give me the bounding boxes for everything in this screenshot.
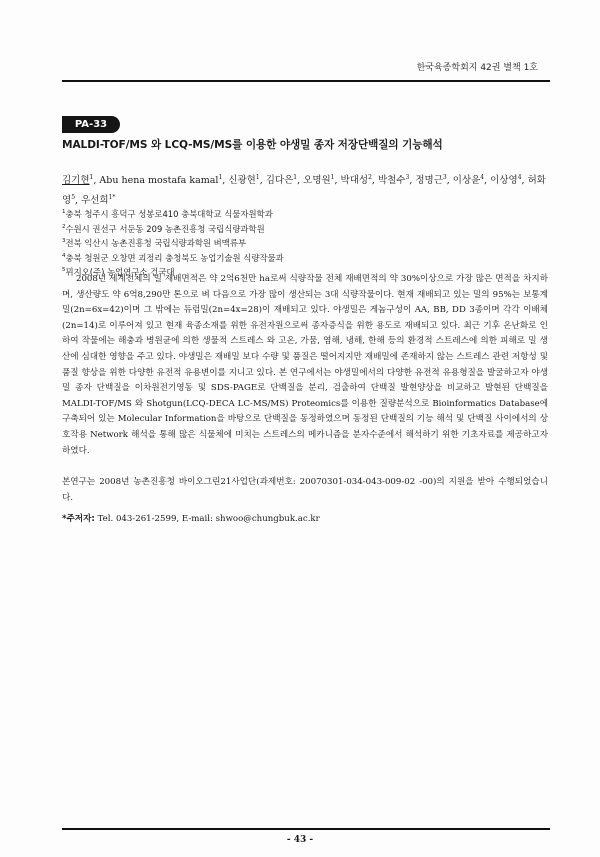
- author-affiliation-mark: 1: [255, 174, 260, 181]
- author-affiliation-mark: 5: [71, 194, 76, 202]
- author-name: 허화영: [62, 175, 546, 207]
- author-affiliation-mark: 1*: [108, 194, 116, 202]
- header-rule: [62, 80, 550, 82]
- author: [453, 175, 484, 186]
- abstract-text: 2008년 세계전체의 밀 재배면적은 약 2억6천만 ha로써 식량작물 전체 재배면적의 약 30%이상으로 가장 많은 면적을 차지하며, 생산량도 약 6억8,290만 톤으로 벼 다음으로 가장 많이 생산되는 3대 식량작물이다. 현재 재배되고 있는 밀의 95%는 보통계밀(2n=6x=42)이며 그 밖에는 듀럼밀(2n=4x=28)이 재배되고 있다. 야생밀은 게놈구성이 AA, BB, DD 3종이며 각각 이배체(2n=14)로 이루어져 있고 현재 육종소재를 위한 유전자원으로써 종자증식을 위한 용도로 재배되고 있다. 최근 기후 온난화로 인하여 작물에는 해충과 병원균에 의한 생물적 스트레스 와 고온, 가뭄, 염해, 냉해, 한해 등의 환경적 스트레스에 의한 피해로 밀 생산에 심대한 영향을 주고 있다. 야생밀은 재배밀 보다 수량 및 품질은 떨어지지만 재배밀에 존재하지 않는 스트레스 관련 저항성 및 품질 향상을 위한 다양한 유전적 유용변이를 지니고 있다. 본 연구에서는 야생밀에서의 다양한 유전적 유용형질을 발굴하고자 야생밀 종자 단백질을 이차원전기영동 및 SDS-PAGE로 단백질을 분리, 검출하여 단백질 발현양상을 비교하고 발현된 단백질을 MALDI-TOF/MS 와 Shotgun(LCQ-DECA LC-MS/MS) Proteomics를 이용한 질량분석으로 Bioinformatics Database에 구축되어 있는 Molecular Information을 바탕으로 단백질을 동정하였으며 동정된 단백질의 기능 해석 및 단백질 사이에서의 상호작용 Network 해석을 통해 많은 식물체에 미치는 스트레스의 메카니즘을 분자수준에서 해석하기 위한 기초자료를 제공하고자 하였다.: [62, 274, 548, 456]
- author: [490, 175, 521, 186]
- affiliation-number: 2: [62, 223, 66, 230]
- author-name: 박대성: [340, 175, 369, 187]
- affiliation-item: [62, 250, 548, 265]
- author-name: 박철수: [377, 175, 406, 187]
- author-affiliation-mark: 1: [330, 174, 335, 181]
- author: [228, 175, 259, 186]
- affiliation-text: 수원시 권선구 서둔동 209 농촌진흥청 국립식량과학원: [65, 223, 265, 234]
- affiliation-list: [62, 206, 548, 279]
- contact-email: E-mail: shwoo@chungbuk.ac.kr: [181, 514, 320, 524]
- author-name: 오명원: [303, 175, 331, 187]
- author-name: 김다은: [265, 175, 294, 187]
- author-affiliation-mark: 1: [89, 174, 94, 181]
- author-list: 김기현$^1$, Abu hena mostafa kamal$^1$, 신광현$^1$, 김다은$^1$, 오명원$^1$, 박대성$^2$, 박철수$^3$, 정명근$^3$, 이상윤$^4$, 이상영$^4$, 허화영$^5$, 우선희$^{1*}$: [62, 174, 546, 207]
- affiliation-number: 1: [62, 209, 66, 215]
- author-name: 우선희: [81, 195, 109, 207]
- author-name: 정명근: [415, 175, 443, 187]
- affiliation-text: 전북 익산시 농촌진흥청 국립식량과학원 벼맥류부: [65, 237, 247, 248]
- page-number: - 43 -: [286, 835, 314, 845]
- affiliation-item: [62, 206, 548, 221]
- author-name: 이상윤: [452, 175, 481, 187]
- author-name: 김기현: [62, 175, 90, 187]
- author-name: 이상영: [490, 175, 518, 187]
- author-affiliation-mark: 1: [218, 174, 223, 181]
- affiliation-number: 3: [62, 238, 66, 245]
- funding-note: 본연구는 2008년 농촌진흥청 바이오그린21사업단(과제번호: 20070301-034-043-009-02 -00)의 지원을 받아 수행되었습니다.: [62, 477, 548, 503]
- footer-rule: [62, 828, 550, 830]
- author: [303, 175, 334, 186]
- author-affiliation-mark: 4: [480, 174, 485, 181]
- affiliation-item: [62, 235, 548, 250]
- author-affiliation-mark: 3: [442, 174, 447, 181]
- author-affiliation-mark: 2: [368, 174, 372, 181]
- journal-header: 한국육종학회지 42권 별책 1호: [416, 63, 538, 73]
- author-name: 신광현: [228, 175, 256, 187]
- author-affiliation-mark: 4: [517, 174, 522, 181]
- author: [266, 175, 297, 186]
- author: [415, 175, 446, 186]
- author-name: Abu hena mostafa kamal: [99, 175, 219, 187]
- contact-label: *주저자:: [62, 514, 95, 524]
- author-affiliation-mark: 3: [405, 174, 410, 181]
- author: [81, 195, 115, 206]
- affiliation-text: 충북 청주시 흥덕구 성봉로410 충북대학교 식물자원학과: [65, 208, 273, 219]
- author: [378, 175, 409, 186]
- corresponding-author: [62, 512, 320, 524]
- author: [62, 175, 93, 186]
- paper-title: MALDI-TOF/MS 와 LCQ-MS/MS를 이용한 야생밀 종자 저장단백질의 기능해석: [62, 139, 443, 151]
- author: [341, 175, 372, 186]
- poster-code-badge: PA-33: [62, 116, 120, 133]
- affiliation-text: 충북 청원군 오창면 괴정리 충청북도 농업기술원 식량작물과: [65, 252, 284, 263]
- contact-tel: Tel. 043-261-2599,: [97, 514, 180, 524]
- affiliation-number: 5: [62, 267, 66, 274]
- author: [99, 175, 222, 186]
- author-affiliation-mark: 1: [293, 174, 298, 181]
- affiliation-number: 4: [62, 252, 66, 259]
- affiliation-text: 뮈지오(주) 농업연구소 건국대: [65, 267, 175, 278]
- affiliation-item: [62, 221, 548, 236]
